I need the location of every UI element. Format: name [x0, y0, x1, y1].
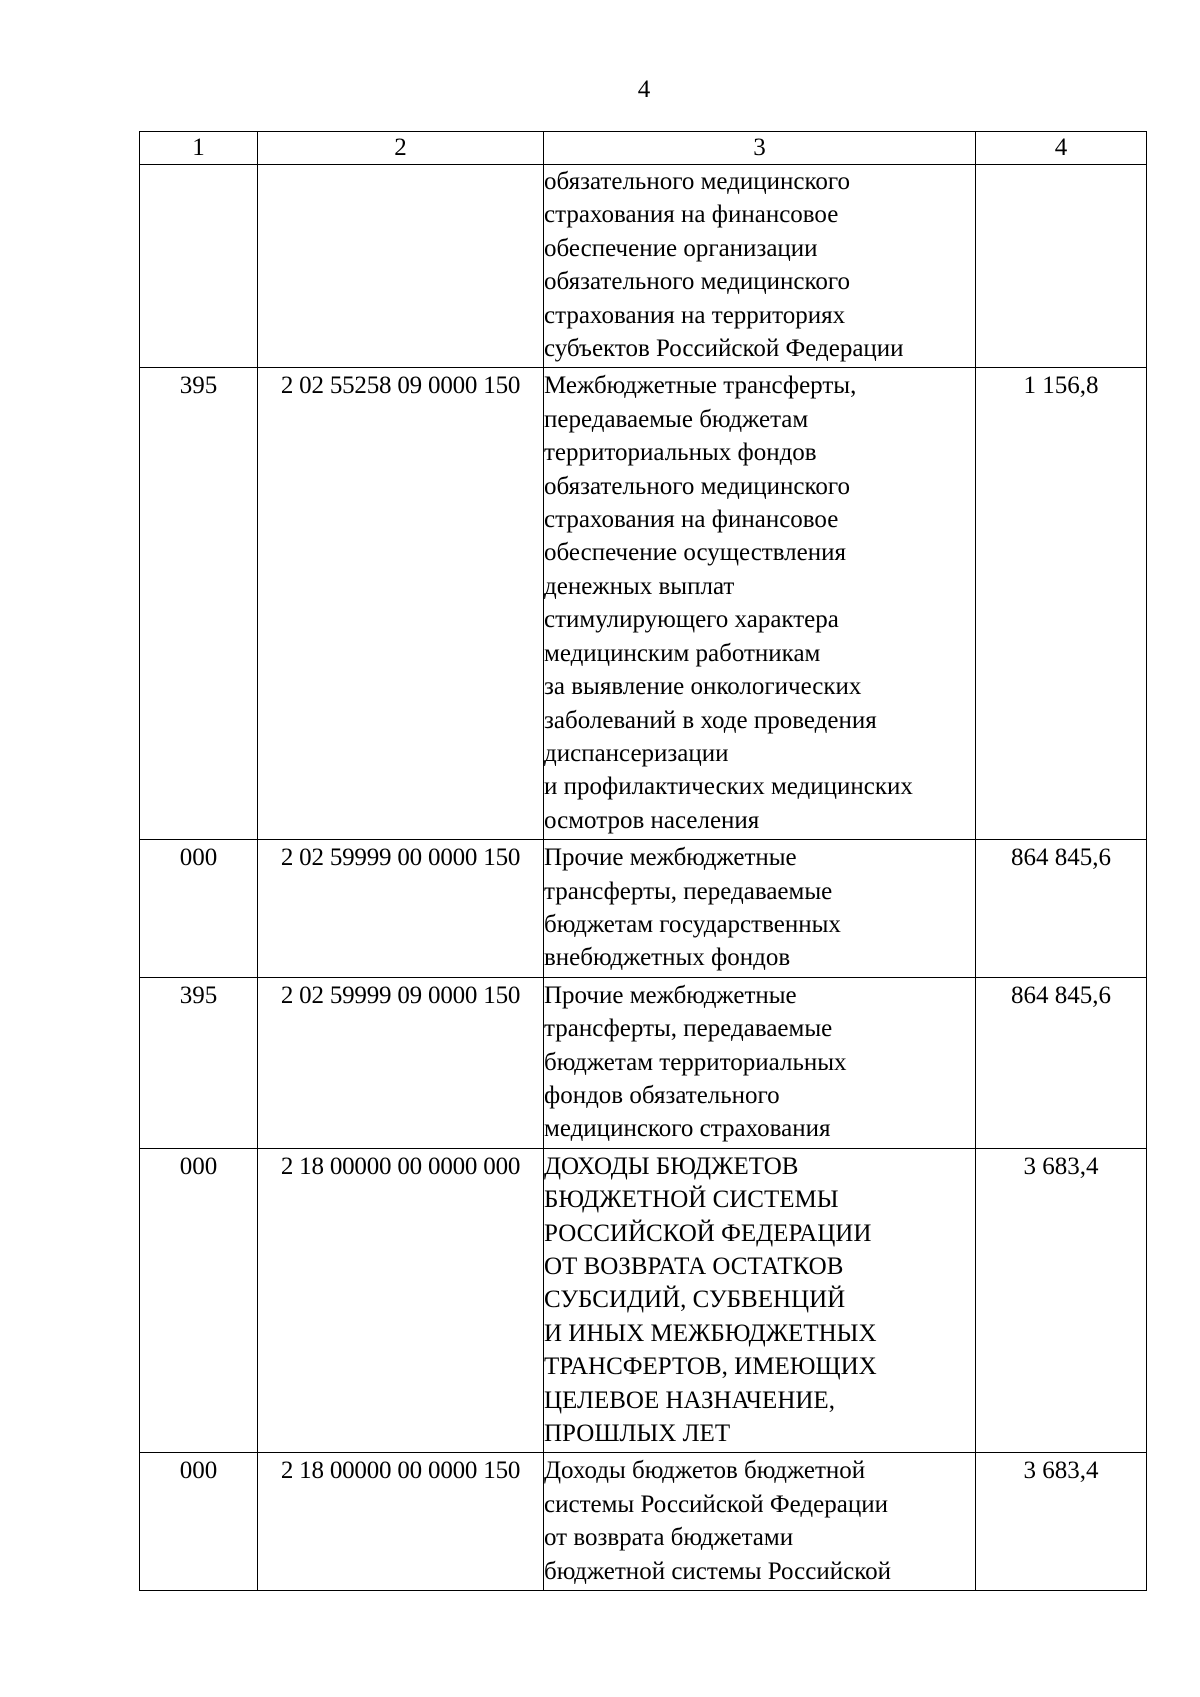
budget-classification-code-cell: 2 02 59999 00 0000 150 — [258, 840, 544, 978]
revenue-name-line: обязательного медицинского — [544, 268, 851, 296]
amount-cell: 864 845,6 — [976, 840, 1147, 978]
admin-code-cell — [140, 165, 258, 368]
budget-classification-code-cell: 2 02 55258 09 0000 150 — [258, 368, 544, 840]
revenue-name-line: денежных выплат — [544, 572, 735, 600]
revenue-name-line: бюджетной системы Российской — [544, 1557, 891, 1585]
revenue-name-line: заболеваний в ходе проведения — [544, 706, 877, 734]
revenue-name-line: ТРАНСФЕРТОВ, ИМЕЮЩИХ — [544, 1353, 877, 1381]
revenue-name-line: ОТ ВОЗВРАТА ОСТАТКОВ — [544, 1253, 844, 1280]
column-number-4: 4 — [976, 132, 1147, 165]
revenue-name-cell — [544, 977, 976, 1148]
revenue-name-cell — [544, 165, 976, 368]
table-row — [140, 1148, 1147, 1453]
admin-code-cell: 395 — [140, 368, 258, 840]
table-row — [140, 165, 1147, 368]
revenue-name-line: обеспечение организации — [544, 234, 818, 262]
admin-code-cell: 000 — [140, 840, 258, 978]
admin-code-cell: 395 — [140, 977, 258, 1148]
revenue-name-line: внебюджетных фондов — [544, 944, 791, 972]
page-number: 4 — [637, 76, 651, 103]
revenue-name-line: ДОХОДЫ БЮДЖЕТОВ — [544, 1152, 799, 1180]
revenue-name-line: диспансеризации — [544, 739, 729, 767]
revenue-name-line: медицинским работникам — [544, 639, 821, 667]
revenue-name-line: БЮДЖЕТНОЙ СИСТЕМЫ — [544, 1186, 839, 1214]
revenue-name-line: от возврата бюджетами — [544, 1524, 794, 1552]
revenue-name-line: территориальных фондов — [544, 439, 817, 467]
amount-cell: 864 845,6 — [976, 977, 1147, 1148]
revenue-name-line: трансферты, передаваемые — [544, 877, 833, 905]
revenue-name-line: ПРОШЛЫХ ЛЕТ — [544, 1420, 731, 1448]
revenue-name-line: Прочие межбюджетные — [544, 981, 797, 1009]
revenue-name-line: обязательного медицинского — [544, 168, 851, 195]
revenue-name-cell — [544, 368, 976, 840]
table-row — [140, 1453, 1147, 1591]
revenue-name-line: осмотров населения — [544, 806, 760, 834]
revenue-name-line: СУБСИДИЙ, СУБВЕНЦИЙ — [544, 1286, 846, 1314]
column-number-1: 1 — [140, 132, 258, 165]
budget-classification-code-cell: 2 02 59999 09 0000 150 — [258, 977, 544, 1148]
revenue-name-line: ЦЕЛЕВОЕ НАЗНАЧЕНИЕ, — [544, 1386, 835, 1414]
column-number-2: 2 — [258, 132, 544, 165]
table-body — [140, 165, 1147, 1591]
admin-code-cell: 000 — [140, 1453, 258, 1591]
table-row — [140, 840, 1147, 978]
amount-cell: 1 156,8 — [976, 368, 1147, 840]
revenue-name-line: страхования на финансовое — [544, 506, 839, 534]
amount-cell: 3 683,4 — [976, 1148, 1147, 1453]
revenue-name-line: медицинского страхования — [544, 1115, 831, 1143]
admin-code-cell: 000 — [140, 1148, 258, 1453]
revenue-name-line: Межбюджетные трансферты, — [544, 372, 857, 400]
revenue-name-line: и профилактических медицинских — [544, 773, 913, 801]
amount-cell: 3 683,4 — [976, 1453, 1147, 1591]
budget-classification-code-cell — [258, 165, 544, 368]
revenue-name-line: страхования на финансовое — [544, 201, 839, 229]
column-number-3: 3 — [544, 132, 976, 165]
revenue-name-line: трансферты, передаваемые — [544, 1015, 833, 1043]
budget-revenue-table — [139, 131, 1147, 1591]
revenue-name-line: И ИНЫХ МЕЖБЮДЖЕТНЫХ — [544, 1319, 877, 1347]
revenue-name-line: за выявление онкологических — [544, 673, 862, 701]
revenue-name-line: РОССИЙСКОЙ ФЕДЕРАЦИИ — [544, 1219, 872, 1247]
revenue-name-line: субъектов Российской Федерации — [544, 335, 904, 363]
revenue-name-line: страхования на территориях — [544, 301, 846, 329]
table-row — [140, 977, 1147, 1148]
revenue-name-line: фондов обязательного — [544, 1081, 780, 1109]
revenue-name-line: Прочие межбюджетные — [544, 844, 797, 872]
budget-classification-code-cell: 2 18 00000 00 0000 000 — [258, 1148, 544, 1453]
revenue-name-cell — [544, 840, 976, 978]
revenue-name-line: бюджетам государственных — [544, 910, 841, 938]
revenue-name-line: обязательного медицинского — [544, 472, 851, 500]
revenue-name-line: Доходы бюджетов бюджетной — [544, 1457, 866, 1485]
revenue-name-cell — [544, 1453, 976, 1591]
amount-cell — [976, 165, 1147, 368]
table-row — [140, 368, 1147, 840]
table-header-row — [140, 132, 1147, 165]
revenue-name-line: бюджетам территориальных — [544, 1048, 847, 1076]
revenue-name-line: стимулирующего характера — [544, 606, 839, 634]
revenue-name-line: обеспечение осуществления — [544, 539, 847, 567]
revenue-name-cell — [544, 1148, 976, 1453]
revenue-name-line: передаваемые бюджетам — [544, 405, 809, 433]
budget-classification-code-cell: 2 18 00000 00 0000 150 — [258, 1453, 544, 1591]
revenue-name-line: системы Российской Федерации — [544, 1490, 888, 1518]
